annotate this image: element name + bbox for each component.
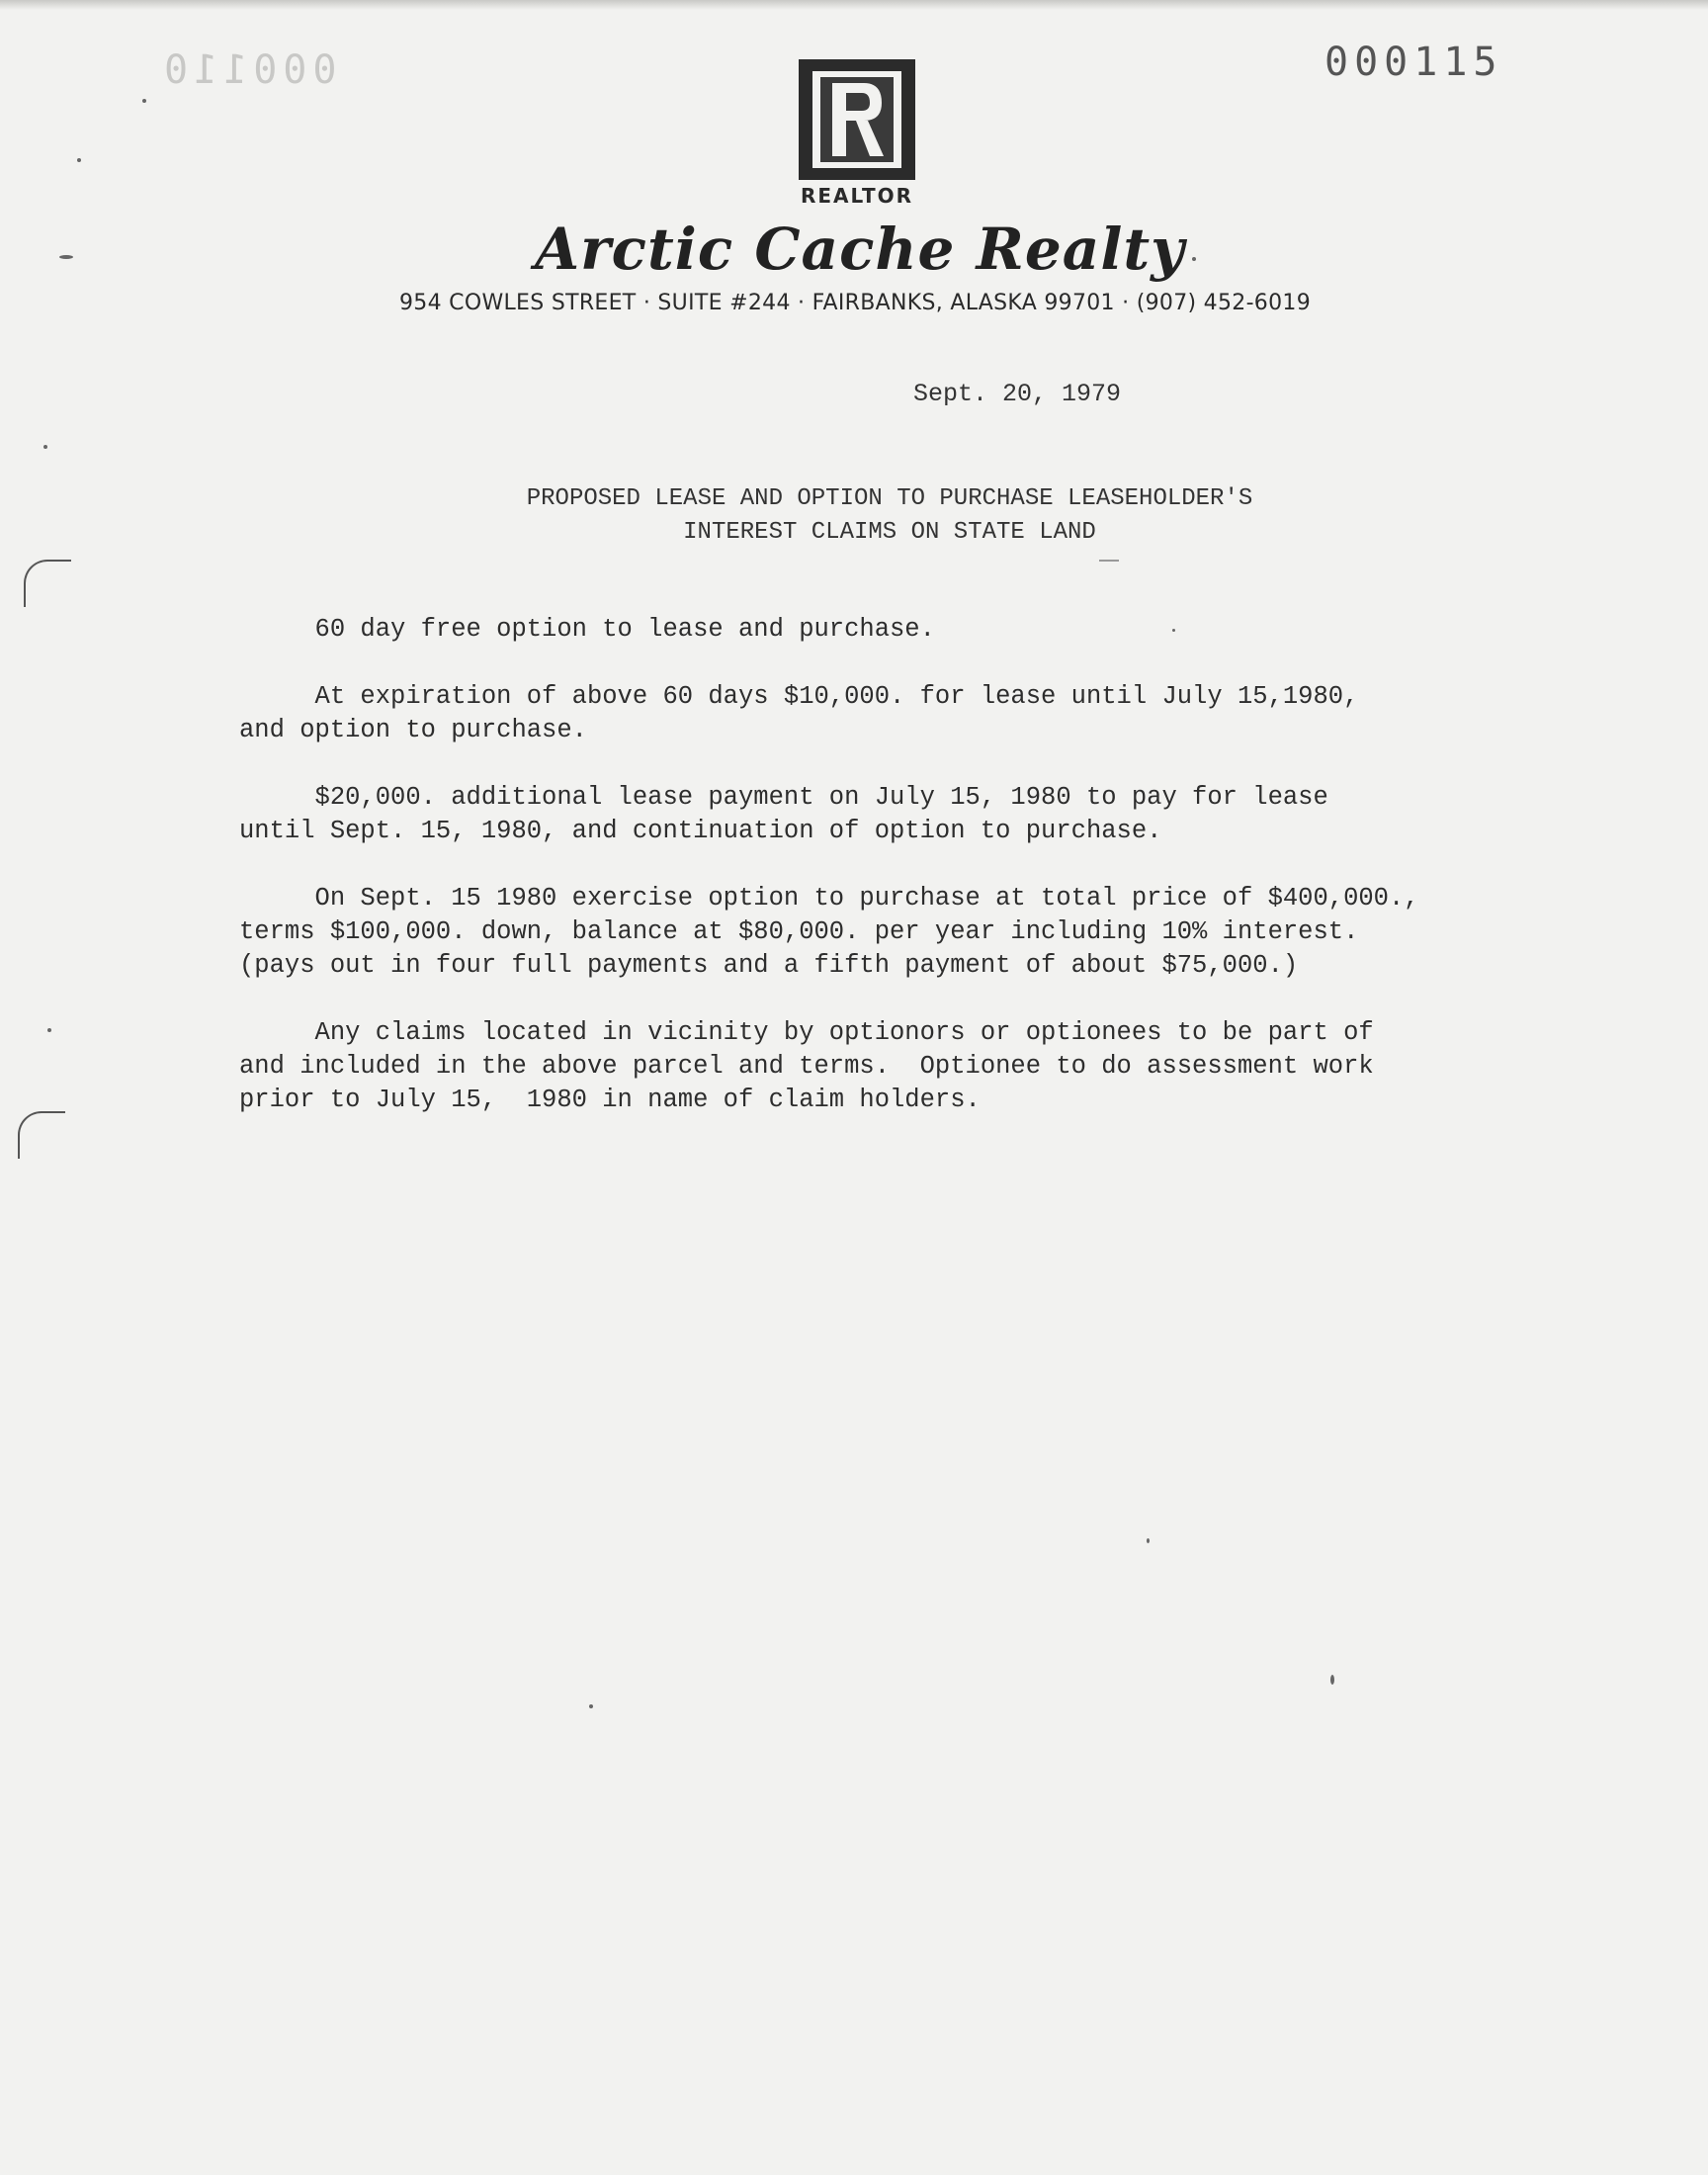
scan-speck [1330,1675,1334,1685]
punch-hole-mark [18,1111,65,1159]
document-date: Sept. 20, 1979 [913,380,1122,408]
scan-speck [47,1028,51,1032]
company-address: 954 COWLES STREET · SUITE #244 · FAIRBANKS, ALASKA 99701 · (907) 452-6019 [398,291,1311,315]
paragraph-claims: Any claims located in vicinity by optionors or optionees to be part of and included in the above parcel and terms. Optionee to do assessment work prior to July 15, 1980 in name of claim holders. [239,1018,1374,1114]
paragraph-lease-payment: At expiration of above 60 days $10,000. for lease until July 15,1980, and option to purchase. [239,682,1359,744]
scan-speck [1172,629,1175,632]
punch-hole-mark [24,560,71,607]
scan-top-edge [0,0,1708,10]
scan-speck [589,1704,593,1708]
ghost-doc-number: 000110 [158,47,337,93]
scan-speck [77,158,81,162]
title-line-1: PROPOSED LEASE AND OPTION TO PURCHASE LEASEHOLDER'S [526,485,1253,512]
scan-speck [43,445,47,449]
realtor-label: REALTOR [800,184,914,208]
scan-speck [1147,1538,1150,1543]
doc-number: 000115 [1324,40,1503,85]
scan-speck [59,255,73,259]
realtor-logo-icon [799,59,915,180]
company-name: Arctic Cache Realty [535,216,1185,283]
title-line-2: INTEREST CLAIMS ON STATE LAND [683,519,1096,546]
scan-speck [1192,257,1196,261]
document-title [395,482,1384,550]
paragraph-additional-payment: $20,000. additional lease payment on July 15, 1980 to pay for lease until Sept. 15, 1980, and continuation of option to purchase. [239,783,1328,845]
paragraph-free-option: 60 day free option to lease and purchase. [239,615,935,644]
document-body [239,613,1544,1151]
paragraph-purchase-terms: On Sept. 15 1980 exercise option to purchase at total price of $400,000., terms $100,000. down, balance at $80,000. per year including 10% interest. (pays out in four full payments and a fifth payment of about $75,000.) [239,884,1419,980]
scan-speck [142,99,146,103]
title-dash-mark [1099,560,1119,562]
